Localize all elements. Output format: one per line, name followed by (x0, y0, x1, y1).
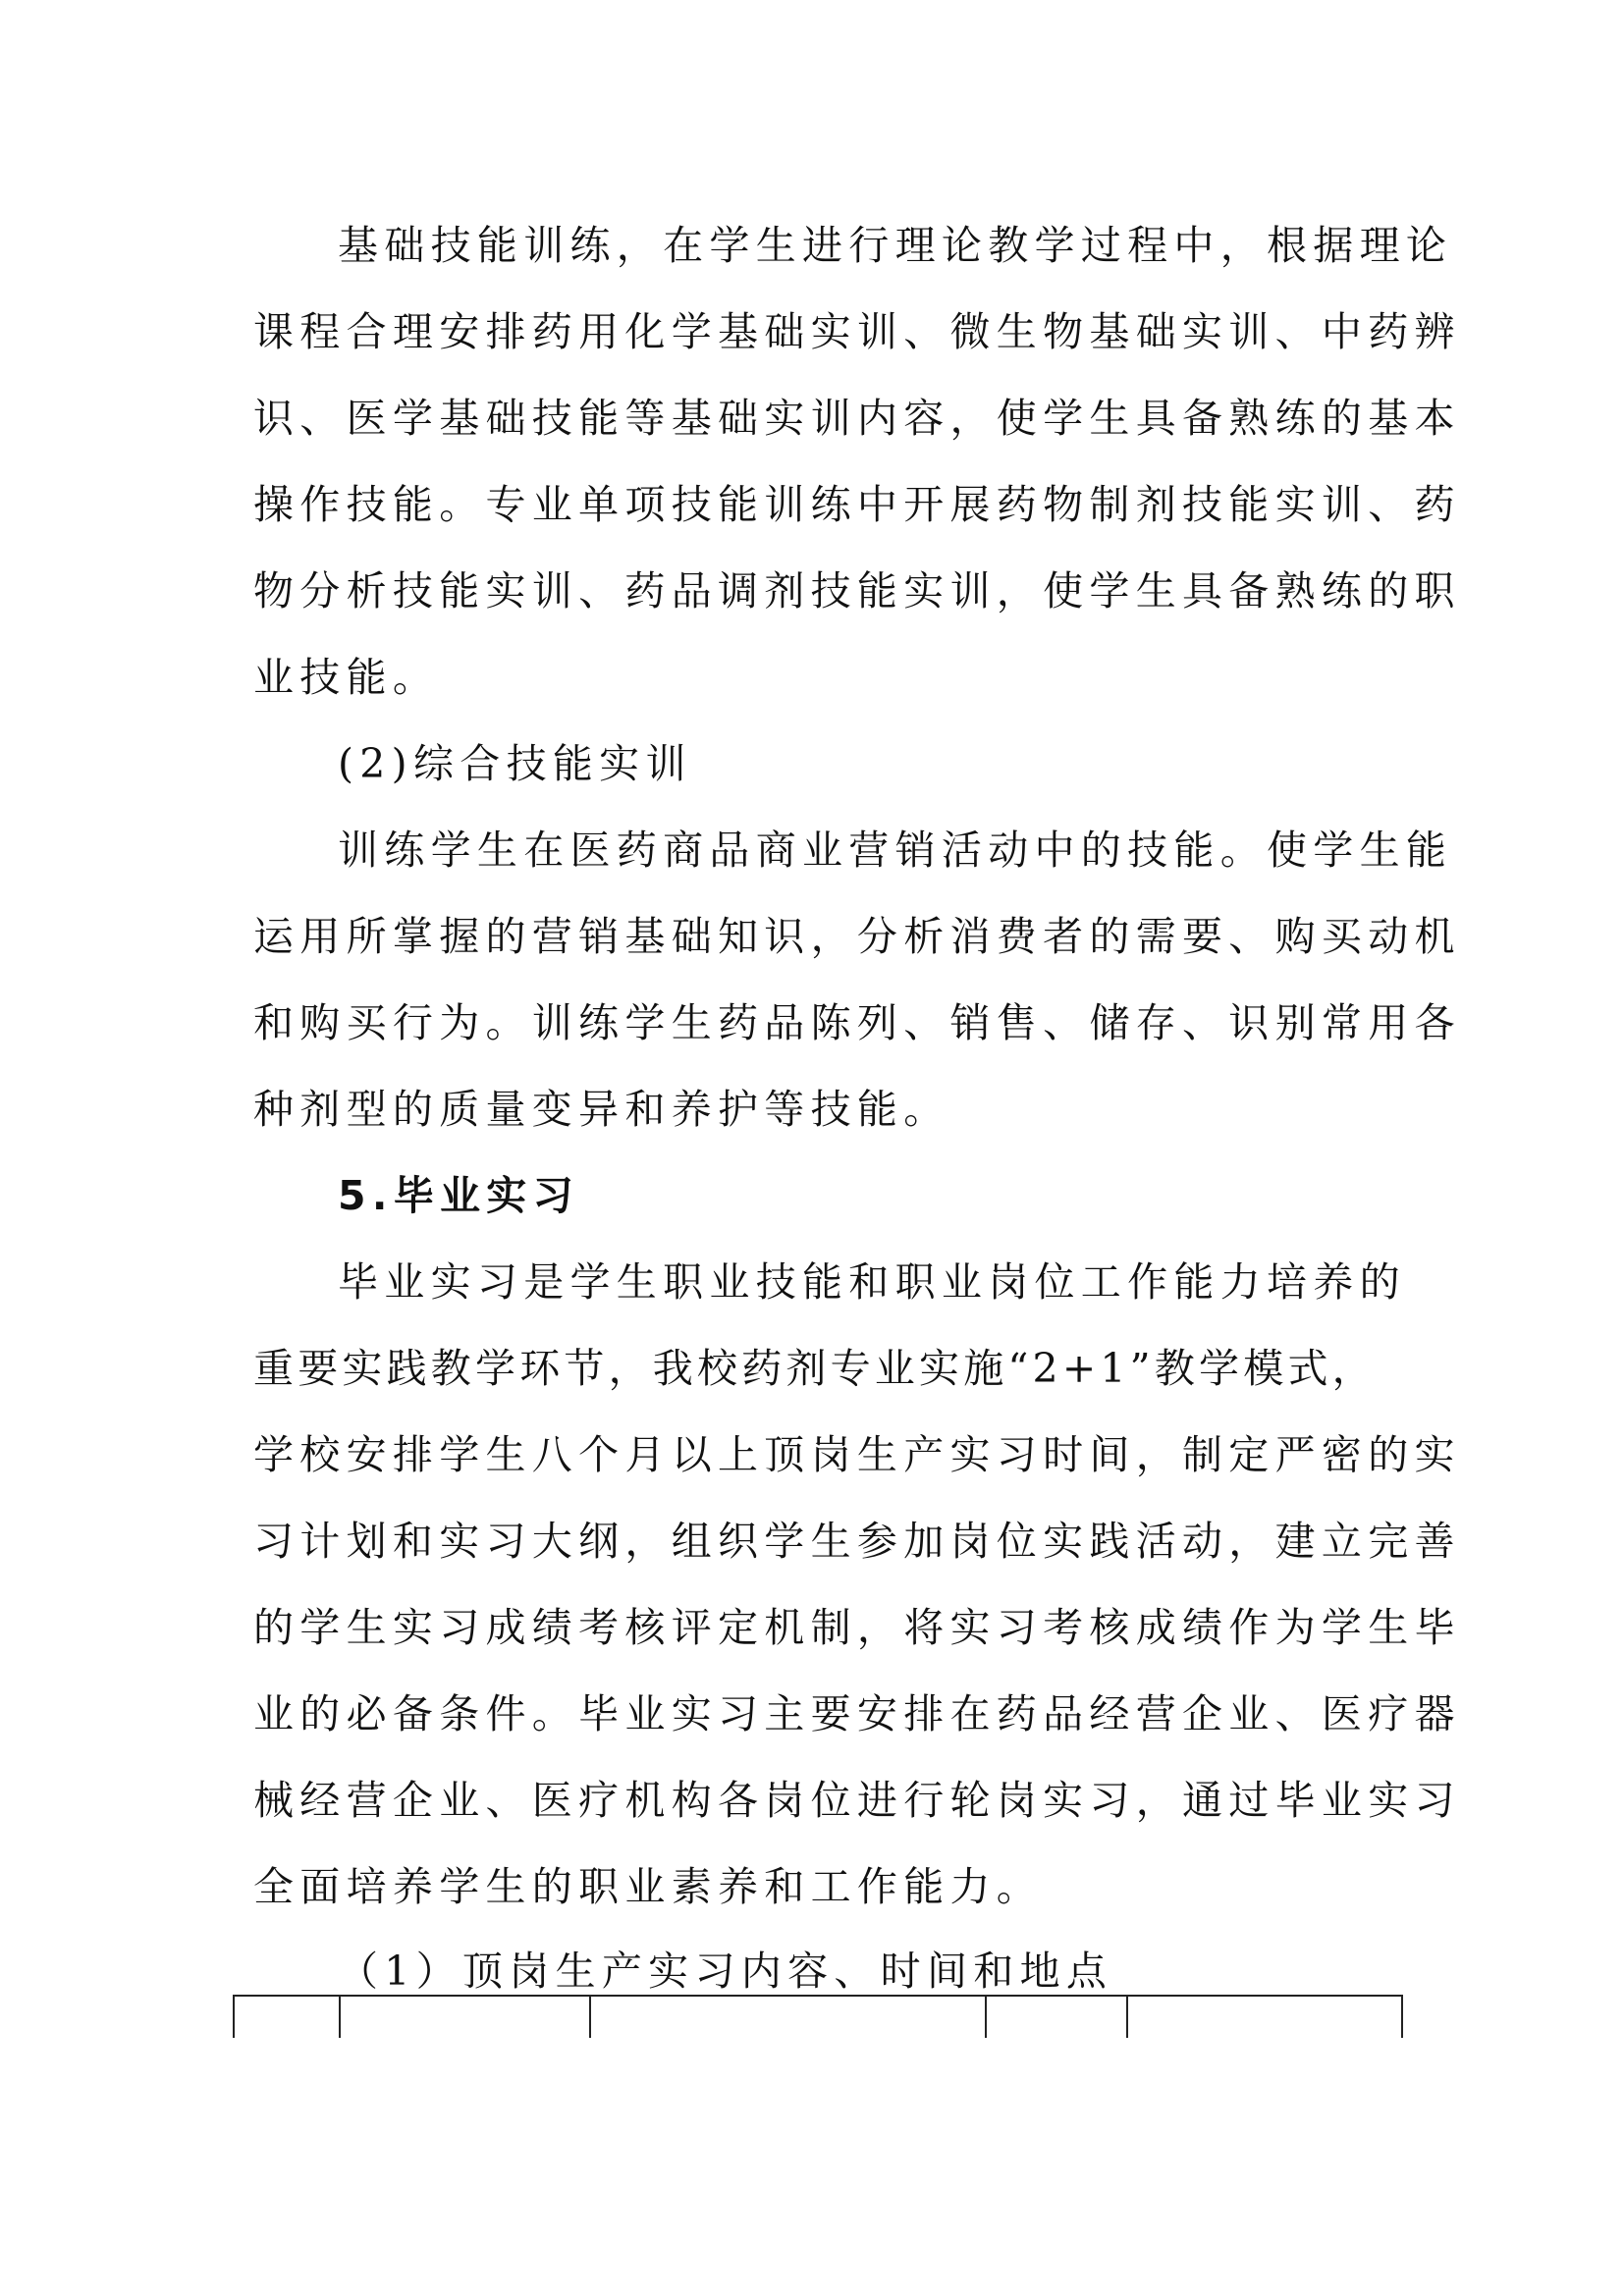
paragraph-line: 全面培养学生的职业素养和工作能力。 (253, 1863, 1044, 1910)
paragraph-line: 课程合理安排药用化学基础实训、微生物基础实训、中药辨 (253, 308, 1461, 355)
paragraph-line: 训练学生在医药商品商业营销活动中的技能。使学生能 (338, 827, 1453, 874)
table-border (233, 1997, 235, 2038)
paragraph-line: 运用所掌握的营销基础知识，分析消费者的需要、购买动机 (253, 913, 1461, 960)
table-border (1126, 1997, 1128, 2038)
subsection-heading: （1）顶岗生产实习内容、时间和地点 (338, 1948, 1113, 1995)
paragraph-line: 识、医学基础技能等基础实训内容，使学生具备熟练的基本 (253, 395, 1461, 442)
paragraph-line: 和购买行为。训练学生药品陈列、销售、储存、识别常用各 (253, 999, 1461, 1046)
table-border (589, 1997, 591, 2038)
paragraph-line: 械经营企业、医疗机构各岗位进行轮岗实习，通过毕业实习 (253, 1777, 1461, 1824)
subsection-heading: (2)综合技能实训 (338, 740, 692, 787)
table-border (985, 1997, 987, 2038)
section-heading: 5.毕业实习 (338, 1172, 579, 1219)
paragraph-line: 习计划和实习大纲，组织学生参加岗位实践活动，建立完善 (253, 1518, 1461, 1565)
table-border (1401, 1997, 1403, 2038)
paragraph-line: 学校安排学生八个月以上顶岗生产实习时间，制定严密的实 (253, 1431, 1461, 1478)
paragraph-line: 操作技能。专业单项技能训练中开展药物制剂技能实训、药 (253, 481, 1461, 528)
paragraph-line: 毕业实习是学生职业技能和职业岗位工作能力培养的 (338, 1258, 1406, 1306)
paragraph-line: 物分析技能实训、药品调剂技能实训，使学生具备熟练的职 (253, 567, 1461, 614)
table-border (339, 1997, 341, 2038)
internship-table-header-cut (233, 1995, 1403, 2038)
paragraph-line: 业技能。 (253, 654, 440, 701)
paragraph-line: 重要实践教学环节，我校药剂专业实施“2+1”教学模式， (253, 1345, 1377, 1392)
paragraph-line: 种剂型的质量变异和养护等技能。 (253, 1086, 950, 1133)
paragraph-line: 的学生实习成绩考核评定机制，将实习考核成绩作为学生毕 (253, 1604, 1461, 1651)
paragraph-line: 基础技能训练，在学生进行理论教学过程中，根据理论 (338, 222, 1453, 269)
paragraph-line: 业的必备条件。毕业实习主要安排在药品经营企业、医疗器 (253, 1690, 1461, 1737)
